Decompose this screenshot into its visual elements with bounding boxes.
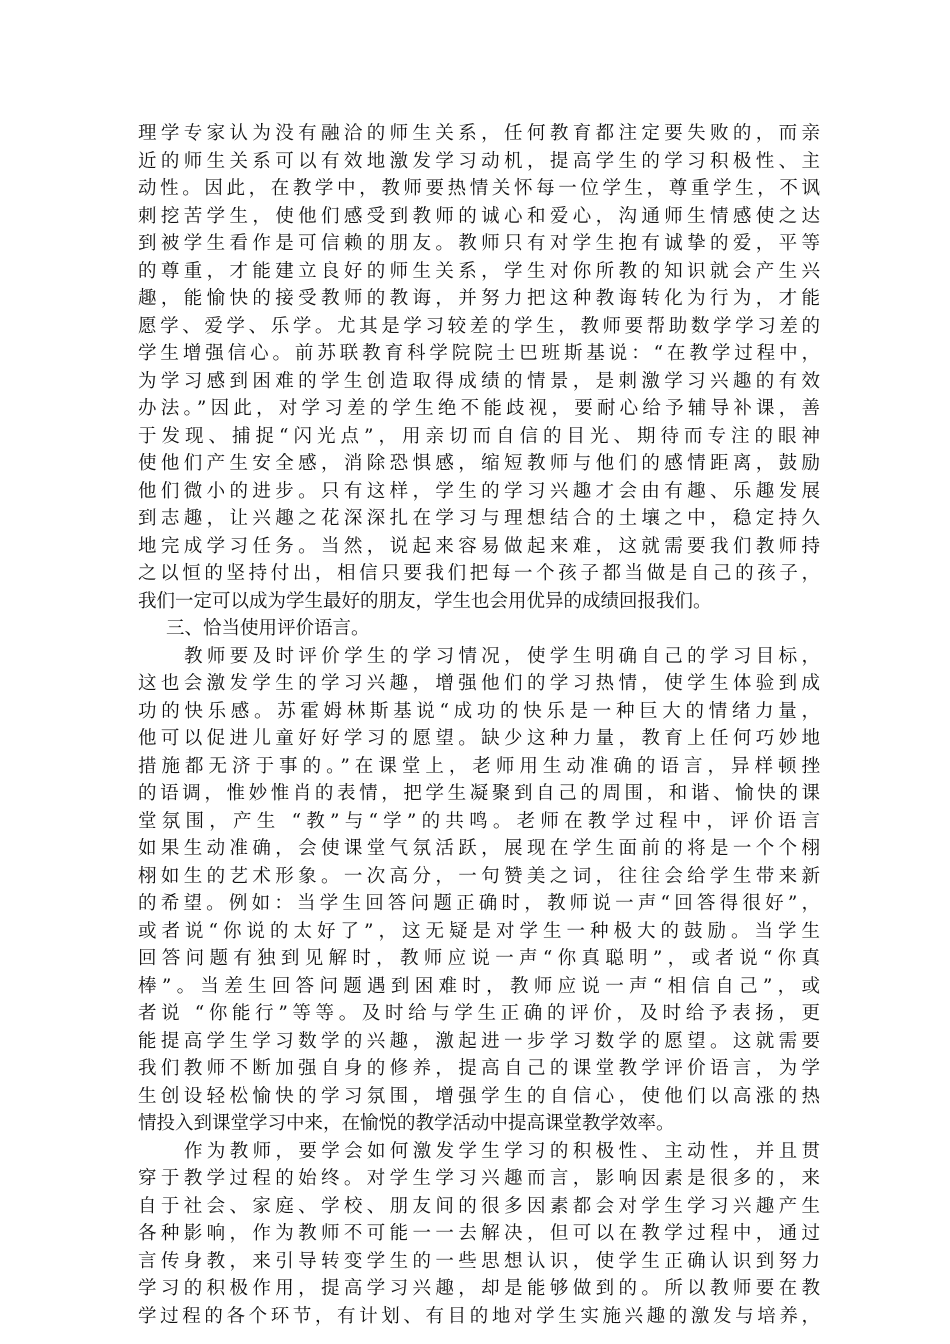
text-line: 为学习感到困难的学生创造取得成绩的情景，是刺激学习兴趣的有效 <box>138 370 820 392</box>
text-line: 自于社会、家庭、学校、朋友间的很多因素都会对学生学习兴趣产生 <box>138 1195 820 1217</box>
text-line: 这也会激发学生的学习兴趣，增强他们的学习热情，使学生体验到成 <box>138 673 820 694</box>
text-line: 堂氛围，产生 “教”与“学”的共鸣。老师在教学过程中，评价语言 <box>138 810 820 832</box>
text-line: 的尊重，才能建立良好的师生关系，学生对你所教的知识就会产生兴 <box>138 260 820 282</box>
paragraph-evaluation-language <box>138 643 820 1138</box>
text-line: 各种影响，作为教师不可能一一去解决，但可以在教学过程中，通过 <box>138 1223 820 1244</box>
section-heading: 三、恰当使用评价语言。 <box>166 618 370 639</box>
text-line: 生创设轻松愉快的学习氛围，增强学生的自信心，使他们以高涨的热 <box>138 1085 820 1107</box>
text-line: 功的快乐感。苏霍姆林斯基说“成功的快乐是一种巨大的情绪力量， <box>138 700 820 722</box>
text-line: 作为教师，要学会如何激发学生学习的积极性、主动性，并且贯 <box>184 1140 820 1162</box>
text-line: 栩如生的艺术形象。一次高分，一句赞美之词，往往会给学生带来新 <box>138 865 820 887</box>
text-line: 动性。因此，在教学中，教师要热情关怀每一位学生，尊重学生，不讽 <box>138 178 820 199</box>
text-line: 我们一定可以成为学生最好的朋友，学生也会用优异的成绩回报我们。 <box>138 590 712 612</box>
text-line: 情投入到课堂学习中来，在愉悦的教学活动中提高课堂教学效率。 <box>138 1113 675 1134</box>
text-line: 或者说“你说的太好了”，这无疑是对学生一种极大的鼓励。当学生 <box>138 920 820 942</box>
text-line: 学生增强信心。前苏联教育科学院院士巴班斯基说：“在教学过程中， <box>138 343 820 364</box>
text-line: 能提高学生学习数学的兴趣，激起进一步学习数学的愿望。这就需要 <box>138 1030 820 1052</box>
body-text <box>138 120 820 1330</box>
text-line: 办法。”因此，对学习差的学生绝不能歧视，要耐心给予辅导补课，善 <box>138 398 820 419</box>
text-line: 之以恒的坚持付出，相信只要我们把每一个孩子都当做是自己的孩子， <box>138 563 820 584</box>
text-line: 到被学生看作是可信赖的朋友。教师只有对学生抱有诚挚的爱，平等 <box>138 233 820 254</box>
text-line: 言传身教，来引导转变学生的一些思想认识，使学生正确认识到努力 <box>138 1250 820 1272</box>
paragraph-teacher-role <box>138 1138 820 1331</box>
text-line: 使他们产生安全感，消除恐惧感，缩短教师与他们的感情距离，鼓励 <box>138 453 820 474</box>
text-line: 到志趣，让兴趣之花深深扎在学习与理想结合的土壤之中，稳定持久 <box>138 508 820 529</box>
text-line: 穿于教学过程的始终。对学生学习兴趣而言，影响因素是很多的，来 <box>138 1168 820 1189</box>
text-line: 的希望。例如：当学生回答问题正确时，教师说一声“回答得很好”， <box>138 893 820 914</box>
text-line: 措施都无济于事的。”在课堂上，老师用生动准确的语言，异样顿挫 <box>138 755 820 777</box>
text-line: 回答问题有独到见解时，教师应说一声“你真聪明”，或者说“你真 <box>138 948 820 969</box>
text-line: 学过程的各个环节，有计划、有目的地对学生实施兴趣的激发与培养， <box>138 1305 820 1327</box>
text-line: 地完成学习任务。当然，说起来容易做起来难，这就需要我们教师持 <box>138 535 820 557</box>
text-line: 我们教师不断加强自身的修养，提高自己的课堂教学评价语言，为学 <box>138 1058 820 1079</box>
text-line: 愿学、爱学、乐学。尤其是学习较差的学生，教师要帮助数学学习差的 <box>138 315 820 337</box>
text-line: 的语调，惟妙惟肖的表情，把学生凝聚到自己的周围，和谐、愉快的课 <box>138 783 820 804</box>
text-line: 近的师生关系可以有效地激发学习动机，提高学生的学习积极性、主 <box>138 150 820 172</box>
text-line: 者说 “你能行”等等。及时给与学生正确的评价，及时给予表扬，更 <box>138 1003 820 1024</box>
text-line: 学习的积极作用，提高学习兴趣，却是能够做到的。所以教师要在教 <box>138 1278 820 1299</box>
text-line: 棒”。当差生回答问题遇到困难时，教师应说一声“相信自己”，或 <box>138 975 820 997</box>
text-line: 他可以促进儿童好好学习的愿望。缺少这种力量，教育上任何巧妙地 <box>138 728 820 749</box>
text-line: 趣，能愉快的接受教师的教诲，并努力把这种教诲转化为行为，才能 <box>138 288 820 309</box>
text-line: 如果生动准确，会使课堂气氛活跃，展现在学生面前的将是一个个栩 <box>138 838 820 859</box>
text-line: 理学专家认为没有融洽的师生关系，任何教育都注定要失败的，而亲 <box>138 123 820 144</box>
text-line: 于发现、捕捉“闪光点”，用亲切而自信的目光、期待而专注的眼神 <box>138 425 820 447</box>
text-line: 教师要及时评价学生的学习情况，使学生明确自己的学习目标， <box>184 645 820 667</box>
text-line: 他们微小的进步。只有这样，学生的学习兴趣才会由有趣、乐趣发展 <box>138 480 820 502</box>
paragraph-teacher-student-relationship <box>138 120 820 615</box>
text-line: 刺挖苦学生，使他们感受到教师的诚心和爱心，沟通师生情感使之达 <box>138 205 820 227</box>
